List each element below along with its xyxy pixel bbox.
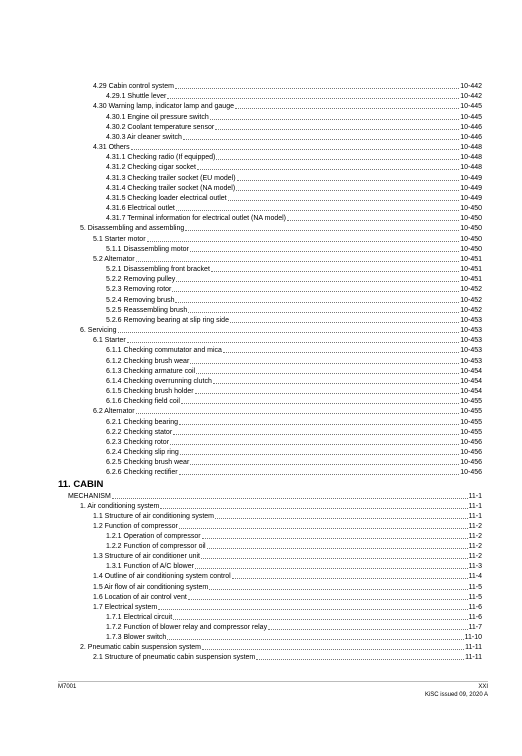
toc-entry-title: 1. Air conditioning system [80,503,160,511]
toc-entry-title: 6.2 Alternator [93,408,135,416]
toc-entry-page: 11-3 [468,563,482,571]
toc-entry-title: 4.30.3 Air cleaner switch [106,133,182,141]
toc-leader-dots [185,224,459,231]
toc-leader-dots [175,82,459,89]
toc-leader-dots [160,502,467,509]
toc-entry-page: 10-456 [460,459,482,467]
toc-entry-title: 6. Servicing [80,327,117,335]
toc-entry-page: 10-448 [460,144,482,152]
toc-entry[interactable] [106,633,482,642]
toc-entry-title: 6.2.3 Checking rotor [106,438,170,446]
toc-leader-dots [179,522,468,529]
toc-leader-dots [188,593,468,600]
toc-leader-dots [118,326,460,333]
toc-entry-title: 6.2.1 Checking bearing [106,418,178,426]
toc-entry-title: 4.31.1 Checking radio (If equipped) [106,154,216,162]
toc-leader-dots [188,306,459,313]
toc-leader-dots [196,367,459,374]
toc-entry[interactable] [93,407,482,416]
toc-leader-dots [176,204,459,211]
toc-entry-title: 1.7.1 Electrical circuit [106,613,173,621]
toc-entry-title: 2.1 Structure of pneumatic cabin suspension system [93,653,256,661]
toc-leader-dots [202,532,468,539]
toc-entry[interactable] [106,532,482,541]
toc-leader-dots [190,458,459,465]
toc-entry-page: 10-452 [460,306,482,314]
toc-leader-dots [112,492,468,499]
toc-leader-dots [173,428,459,435]
toc-entry-page: 11-2 [468,523,482,531]
toc-entry-title: 6.1.6 Checking field coil [106,398,180,406]
toc-entry-title: 6.1.3 Checking armature coil [106,367,196,375]
toc-entry-title: 4.31.6 Electrical outlet [106,205,175,213]
toc-entry[interactable] [93,522,482,531]
toc-entry-page: 10-451 [460,276,482,284]
toc-entry-page: 10-453 [460,337,482,345]
toc-entry[interactable] [68,492,482,501]
toc-entry-title: 4.31.7 Terminal information for electrical outlet (NA model) [106,215,287,223]
toc-entry-title: 6.1.4 Checking overrunning clutch [106,377,212,385]
toc-entry-title: 1.6 Location of air control vent [93,593,187,601]
toc-entry[interactable] [106,275,482,284]
toc-entry[interactable] [93,572,482,581]
toc-entry[interactable] [80,643,482,652]
toc-leader-dots [230,316,459,323]
toc-entry-title: 4.31.5 Checking loader electrical outlet [106,194,227,202]
toc-leader-dots [207,542,468,549]
toc-leader-dots [190,245,459,252]
toc-entry[interactable] [106,458,482,467]
toc-entry-page: 10-454 [460,388,482,396]
toc-entry[interactable] [106,387,482,396]
toc-entry-title: 1.7.3 Blower switch [106,633,167,641]
toc-entry-title: 1.2.2 Function of compressor oil [106,543,206,551]
toc-entry[interactable] [106,438,482,447]
toc-entry-title: 6.1.5 Checking brush holder [106,388,194,396]
toc-leader-dots [167,92,459,99]
toc-entry[interactable] [93,512,482,521]
toc-leader-dots [180,448,459,455]
toc-leader-dots [175,296,459,303]
toc-leader-dots [181,397,459,404]
toc-entry-page: 10-452 [460,286,482,294]
toc-entry-page: 10-451 [460,255,482,263]
toc-entry-page: 10-455 [460,428,482,436]
toc-entry[interactable] [93,82,482,91]
footer-model: M7001 [58,684,77,690]
toc-leader-dots [236,184,459,191]
toc-leader-dots [197,163,459,170]
toc-entry-page: 10-452 [460,296,482,304]
toc-entry-page: 10-446 [460,133,482,141]
toc-entry-page: 10-448 [460,164,482,172]
toc-entry[interactable] [106,184,482,193]
toc-entry-page: 10-449 [460,174,482,182]
toc-entry-title: 2. Pneumatic cabin suspension system [80,643,202,651]
toc-entry-page: 10-450 [460,225,482,233]
toc-entry[interactable] [80,502,482,511]
toc-leader-dots [131,143,460,150]
toc-entry-page: 10-450 [460,235,482,243]
toc-leader-dots [268,623,467,630]
toc-entry-title: 5.2.2 Removing pulley [106,276,176,284]
toc-leader-dots [213,377,459,384]
toc-leader-dots [209,583,467,590]
toc-entry[interactable] [93,653,482,662]
toc-leader-dots [176,275,459,282]
toc-entry-page: 11-4 [468,573,482,581]
toc-entry-title: 1.7.2 Function of blower relay and compressor relay [106,623,268,631]
toc-entry[interactable] [93,235,482,244]
toc-entry-page: 10-442 [460,83,482,90]
toc-entry[interactable] [106,377,482,386]
toc-entry[interactable] [106,214,482,223]
toc-leader-dots [256,653,464,660]
toc-entry[interactable] [106,245,482,254]
toc-entry-title: 5.2.3 Removing rotor [106,286,172,294]
toc-entry-page: 10-442 [460,93,482,101]
toc-entry[interactable] [106,613,482,622]
toc-entry[interactable] [106,92,482,101]
toc-entry[interactable] [106,316,482,325]
toc-entry-page: 10-453 [460,357,482,365]
toc-entry-page: 10-450 [460,215,482,223]
toc-entry-page: 11-2 [468,533,482,541]
toc-entry[interactable] [106,204,482,213]
toc-leader-dots [215,512,467,519]
toc-leader-dots [287,214,459,221]
toc-entry-title: 4.31.3 Checking trailer socket (EU model) [106,174,236,182]
toc-entry-title: 4.31 Others [93,144,130,152]
toc-entry-title: 4.29.1 Shuttle lever [106,93,167,101]
toc-entry-title: 4.31.4 Checking trailer socket (NA model) [106,184,236,192]
toc-entry-page: 10-449 [460,184,482,192]
toc-entry-title: 1.7 Electrical system [93,603,158,611]
toc-entry-page: 11-5 [468,593,482,601]
toc-entry[interactable] [106,296,482,305]
toc-entry-page: 11-1 [468,493,482,500]
toc-leader-dots [202,643,464,650]
toc-entry-title: 5.1 Starter motor [93,235,146,243]
toc-entry[interactable] [106,306,482,315]
toc-entry-title: 1.1 Structure of air conditioning system [93,513,215,521]
toc-entry[interactable] [93,102,482,111]
toc-entry-title: 1.5 Air flow of air conditioning system [93,583,209,591]
toc-entry-page: 10-453 [460,347,482,355]
toc-leader-dots [195,387,460,394]
toc-entry-page: 10-445 [460,103,482,111]
toc-entry-page: 10-453 [460,316,482,324]
toc-entry-page: 11-11 [465,653,482,661]
toc-entry-page: 10-453 [460,327,482,335]
toc-entry[interactable] [106,397,482,406]
toc-leader-dots [210,113,459,120]
toc-leader-dots [173,613,467,620]
toc-leader-dots [172,285,459,292]
toc-entry-title: 6.1.2 Checking brush wear [106,357,190,365]
toc-leader-dots [179,468,460,475]
toc-leader-dots [228,194,460,201]
toc-entry-title: 4.30.1 Engine oil pressure switch [106,113,209,121]
toc-entry-title: 5.2.5 Reassembling brush [106,306,188,314]
toc-entry-page: 10-450 [460,245,482,253]
footer-page-number: XXI [478,684,488,690]
toc-entry-title: 5. Disassembling and assembling [80,225,185,233]
toc-entry-page: 10-456 [460,449,482,457]
toc-entry[interactable] [106,357,482,366]
toc-entry[interactable] [93,603,482,612]
toc-entry-title: 4.30.2 Coolant temperature sensor [106,123,215,131]
toc-entry-page: 11-6 [468,603,482,611]
toc-entry-title: 1.2.1 Operation of compressor [106,533,201,541]
toc-entry-title: 4.31.2 Checking cigar socket [106,164,196,172]
toc-leader-dots [147,235,460,242]
toc-entry[interactable] [106,418,482,427]
toc-entry-page: 11-1 [468,513,482,521]
toc-entry-page: 10-451 [460,266,482,274]
toc-entry[interactable] [106,153,482,162]
toc-leader-dots [170,438,459,445]
toc-entry-title: 5.2 Alternator [93,255,135,263]
toc-entry[interactable] [106,133,482,142]
toc-entry[interactable] [106,428,482,437]
toc-leader-dots [136,407,460,414]
toc-leader-dots [190,357,459,364]
toc-entry-title: 6.2.5 Checking brush wear [106,459,190,467]
toc-entry[interactable] [93,552,482,561]
toc-entry[interactable] [80,326,482,335]
toc-entry-title: 6.2.4 Checking slip ring [106,449,179,457]
toc-entry[interactable] [106,542,482,551]
toc-entry[interactable] [106,285,482,294]
toc-entry[interactable] [106,448,482,457]
toc-entry-title: 5.2.4 Removing brush [106,296,175,304]
toc-entry-page: 10-454 [460,377,482,385]
footer-issue: KiSC issued 09, 2020 A [424,692,488,698]
toc-entry[interactable] [106,174,482,183]
toc-entry-title: 6.1 Starter [93,337,126,345]
toc-entry[interactable] [80,224,482,233]
toc-entry[interactable] [106,194,482,203]
toc-entry[interactable] [106,123,482,132]
toc-entry-page: 10-446 [460,123,482,131]
toc-entry[interactable] [106,265,482,274]
toc-entry[interactable] [106,468,482,477]
toc-entry-title: 4.30 Warning lamp, indicator lamp and gauge [93,103,234,111]
toc-entry[interactable] [106,562,482,571]
toc-entry-title: 6.1.1 Checking commutator and mica [106,347,222,355]
toc-entry[interactable] [93,583,482,592]
toc-entry-page: 11-5 [468,583,482,591]
toc-leader-dots [223,346,459,353]
toc-leader-dots [235,102,459,109]
toc-leader-dots [232,572,468,579]
toc-entry-page: 10-456 [460,438,482,446]
toc-leader-dots [195,562,468,569]
toc-entry-page: 10-450 [460,205,482,213]
toc-entry-page: 10-455 [460,408,482,416]
toc-entry-page: 10-454 [460,367,482,375]
toc-leader-dots [237,174,460,181]
toc-entry-page: 11-6 [468,613,482,621]
toc-entry[interactable] [93,336,482,345]
toc-leader-dots [158,603,467,610]
toc-entry-page: 10-455 [460,418,482,426]
toc-entry-title: 6.2.6 Checking rectifier [106,469,178,477]
toc-entry[interactable] [93,255,482,264]
toc-leader-dots [167,633,463,640]
toc-entry-page: 11-7 [468,623,482,631]
toc-entry-title: 6.2.2 Checking stator [106,428,173,436]
toc-entry-title: 1.4 Outline of air conditioning system control [93,573,231,581]
toc-entry-page: 10-445 [460,113,482,121]
toc-entry[interactable] [106,163,482,172]
toc-entry[interactable] [106,113,482,122]
section-title: 11. CABIN [58,479,104,490]
toc-leader-dots [201,552,467,559]
toc-leader-dots [183,133,459,140]
footer-divider [58,681,488,682]
toc-entry-page: 10-448 [460,154,482,162]
toc-leader-dots [136,255,460,262]
toc-entry-title: 4.29 Cabin control system [93,83,174,90]
toc-entry[interactable] [93,143,482,152]
toc-leader-dots [179,418,459,425]
toc-entry-title: 5.2.6 Removing bearing at slip ring side [106,316,229,324]
toc-leader-dots [216,153,459,160]
toc-entry-title: 1.2 Function of compressor [93,523,178,531]
toc-leader-dots [211,265,459,272]
toc-entry-title: 1.3.1 Function of A/C blower [106,563,194,571]
toc-entry-title: MECHANISM [68,493,111,500]
toc-entry-title: 5.1.1 Disassembling motor [106,245,189,253]
toc-entry[interactable] [106,346,482,355]
toc-entry-page: 11-11 [465,643,482,651]
toc-leader-dots [215,123,459,130]
toc-entry-page: 11-2 [468,553,482,561]
toc-entry[interactable] [93,593,482,602]
toc-entry[interactable] [106,367,482,376]
toc-entry-page: 10-449 [460,194,482,202]
toc-entry-page: 11-2 [468,543,482,551]
toc-entry-title: 5.2.1 Disassembling front bracket [106,266,210,274]
toc-entry[interactable] [106,623,482,632]
toc-entry-page: 11-1 [468,503,482,511]
toc-entry-title: 1.3 Structure of air conditioner unit [93,553,201,561]
toc-entry-page: 10-456 [460,469,482,477]
toc-leader-dots [127,336,460,343]
toc-entry-page: 11-10 [464,633,482,641]
toc-entry-page: 10-455 [460,398,482,406]
